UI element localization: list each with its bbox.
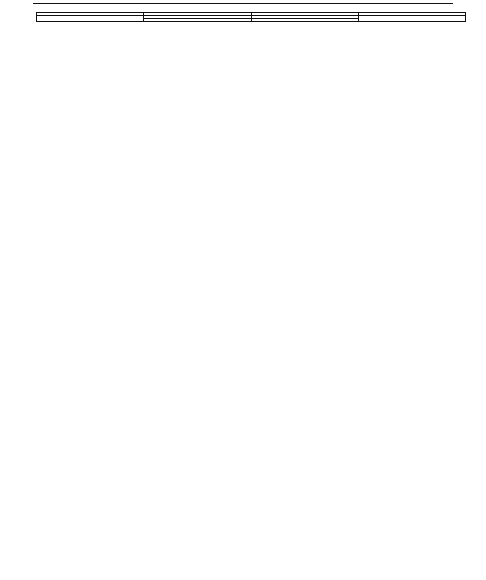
notice-title: [33, 0, 453, 4]
notice-page: [8, 0, 478, 22]
exam-schedule-table: [36, 12, 466, 22]
exam-time: [251, 19, 358, 22]
exam-date-cell: [37, 16, 144, 22]
exam-subject: [144, 19, 251, 22]
exam-venue: [358, 16, 465, 22]
